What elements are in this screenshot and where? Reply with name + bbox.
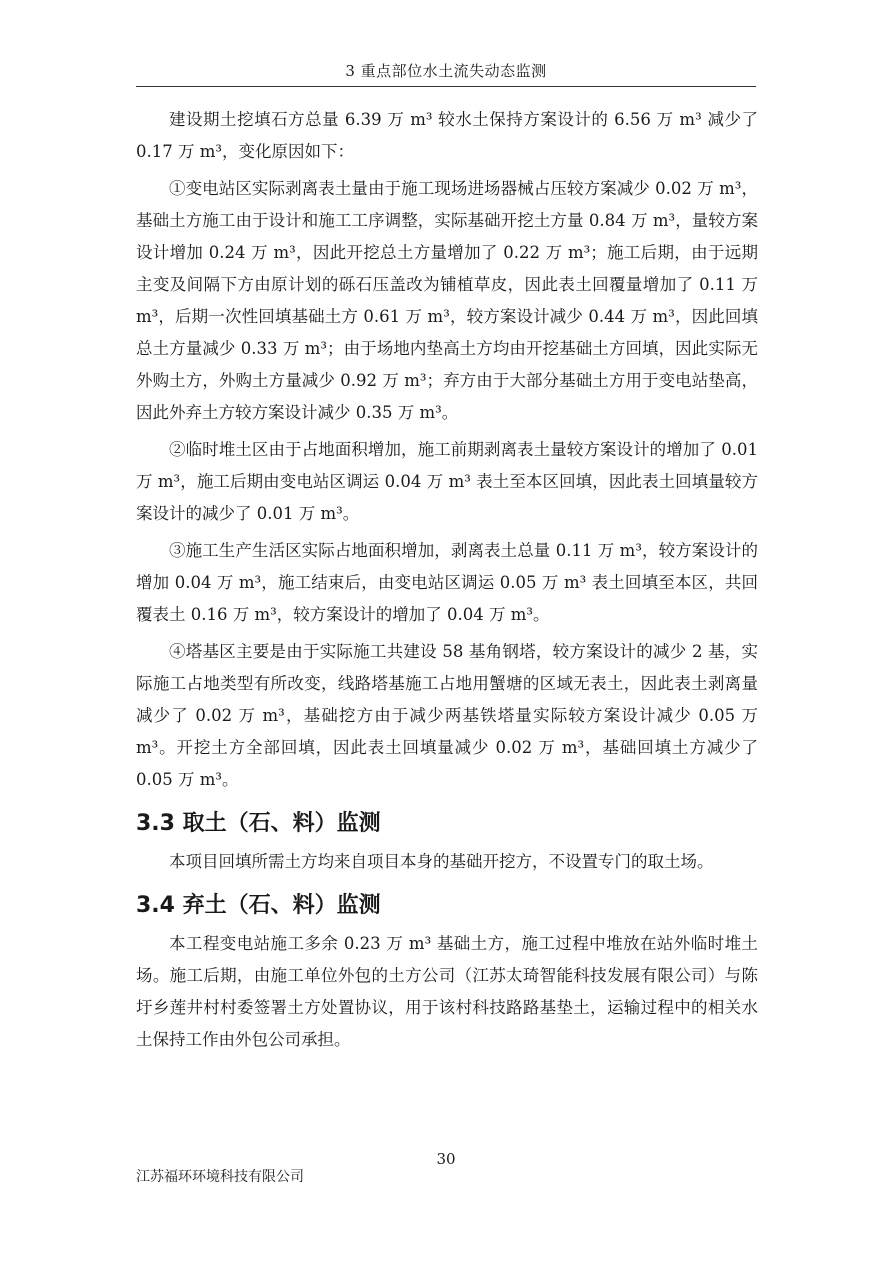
page-header: 3 重点部位水土流失动态监测	[345, 62, 547, 80]
paragraph-section-3-3: 本项目回填所需土方均来自项目本身的基础开挖方，不设置专门的取土场。	[169, 852, 714, 871]
section-heading-3-4: 3.4 弃土（石、料）监测	[136, 893, 381, 918]
footer-company-name: 江苏福环环境科技有限公司	[136, 1169, 304, 1185]
page-number: 30	[436, 1150, 456, 1168]
header-divider	[136, 86, 756, 87]
paragraph-summary: 建设期土挖填石方总量 6.39 万 m³ 较水土保持方案设计的 6.56 万 m³ 减少了 0.17 万 m³，变化原因如下：	[136, 110, 758, 161]
paragraph-temp-stockpile: ②临时堆土区由于占地面积增加，施工前期剥离表土量较方案设计的增加了 0.01 万 m³，施工后期由变电站区调运 0.04 万 m³ 表土至本区回填，因此表土回填量较方案设计的减少了 0.01 万 m³。	[136, 440, 758, 523]
paragraph-tower-base: ④塔基区主要是由于实际施工共建设 58 基角钢塔，较方案设计的减少 2 基，实际施工占地类型有所改变，线路塔基施工占地用蟹塘的区域无表土，因此表土剥离量减少了 0.02 万 m³，基础挖方由于减少两基铁塔量实际较方案设计减少 0.05 万 m³。开挖土方全部回填，因此表土回填量减少 0.02 万 m³，基础回填土方减少了 0.05 万 m³。	[136, 642, 758, 789]
section-heading-3-3: 3.3 取土（石、料）监测	[136, 811, 381, 836]
paragraph-section-3-4: 本工程变电站施工多余 0.23 万 m³ 基础土方，施工过程中堆放在站外临时堆土场。施工后期，由施工单位外包的土方公司（江苏太琦智能科技发展有限公司）与陈圩乡莲井村村委签署土方处置协议，用于该村科技路路基垫土，运输过程中的相关水土保持工作由外包公司承担。	[136, 934, 758, 1049]
paragraph-construction-living: ③施工生产生活区实际占地面积增加，剥离表土总量 0.11 万 m³，较方案设计的增加 0.04 万 m³，施工结束后，由变电站区调运 0.05 万 m³ 表土回填至本区，共回覆表土 0.16 万 m³，较方案设计的增加了 0.04 万 m³。	[136, 541, 758, 624]
paragraph-substation: ①变电站区实际剥离表土量由于施工现场进场器械占压较方案减少 0.02 万 m³，基础土方施工由于设计和施工工序调整，实际基础开挖土方量 0.84 万 m³，量较方案设计增加 0.24 万 m³，因此开挖总土方量增加了 0.22 万 m³；施工后期，由于远期主变及间隔下方由原计划的砾石压盖改为铺植草皮，因此表土回覆量增加了 0.11 万 m³，后期一次性回填基础土方 0.61 万 m³，较方案设计减少 0.44 万 m³，因此回填总土方量减少 0.33 万 m³；由于场地内垫高土方均由开挖基础土方回填，因此实际无外购土方，外购土方量减少 0.92 万 m³；弃方由于大部分基础土方用于变电站垫高，因此外弃土方较方案设计减少 0.35 万 m³。	[136, 179, 758, 422]
document-body	[136, 104, 758, 1061]
